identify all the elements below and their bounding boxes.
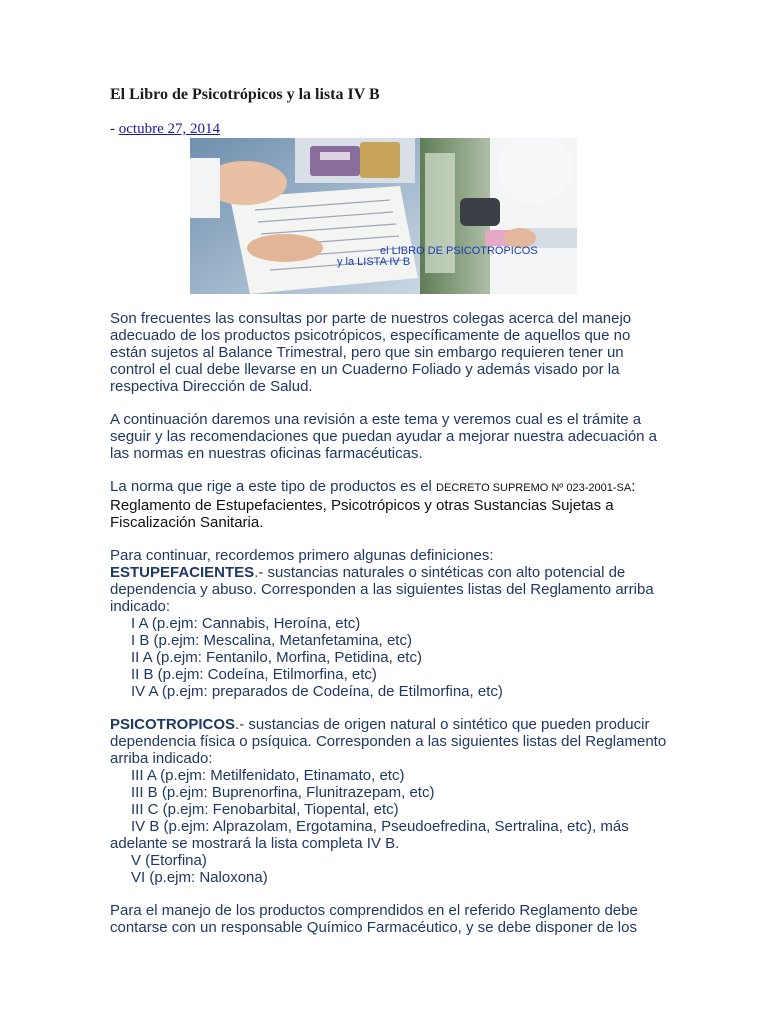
- estupefacientes-item: II B (p.ejm: Codeína, Etilmorfina, etc): [131, 666, 377, 683]
- hero-caption-line2-text: y la LISTA IV B: [337, 256, 411, 268]
- date-prefix: -: [110, 121, 119, 137]
- psicotropicos-block: [110, 716, 670, 886]
- dateline: [110, 121, 220, 138]
- psicotropicos-item: V (Etorfina): [131, 852, 207, 869]
- psicotropicos-item: III B (p.ejm: Buprenorfina, Flunitrazepam, etc): [131, 784, 435, 801]
- definitions-intro: Para continuar, recordemos primero algunas definiciones:: [110, 547, 494, 564]
- hero-illustration: [190, 138, 577, 294]
- date-link[interactable]: octubre 27, 2014: [118, 121, 220, 137]
- paragraph-management: Para el manejo de los productos comprendidos en el referido Reglamento debe contarse con un responsable Químico Farmacéutico, y se debe disponer de los: [110, 902, 638, 936]
- psicotropicos-item: III C (p.ejm: Fenobarbital, Tiopental, etc): [131, 801, 399, 818]
- definitions-block: [110, 547, 670, 700]
- estupefacientes-term: ESTUPEFACIENTES: [110, 564, 255, 581]
- regulation-name: Reglamento de Estupefacientes, Psicotrópicos y otras Sustancias Sujetas a Fiscalización Sanitaria.: [110, 497, 614, 531]
- estupefacientes-item: I A (p.ejm: Cannabis, Heroína, etc): [131, 615, 361, 632]
- norm-lead: La norma que rige a este tipo de productos es el: [110, 478, 437, 495]
- article-title: El Libro de Psicotrópicos y la lista IV B: [110, 86, 380, 103]
- article-body: [110, 310, 670, 952]
- hero-caption-line1: el LIBRO DE PSICOTROPICOS: [380, 245, 538, 257]
- paragraph-review: A continuación daremos una revisión a este tema y veremos cual es el trámite a seguir y las recomendaciones que puedan ayudar a mejorar nuestra adecuación a las normas en nuestras oficinas farmacéuticas.: [110, 411, 658, 462]
- psicotropicos-item: VI (p.ejm: Naloxona): [131, 869, 268, 886]
- hero-caption-line2: [190, 257, 577, 268]
- estupefacientes-definition: .- sustancias naturales o sintéticas con alto potencial de dependencia y abuso. Corresponden a las siguientes listas del Reglamento arriba indicado:: [110, 564, 654, 615]
- psicotropicos-definition: .- sustancias de origen natural o sintético que pueden producir dependencia física o psíquica. Corresponden a las siguientes listas del Reglamento arriba indicado:: [110, 716, 667, 767]
- paragraph-norm: [110, 478, 670, 531]
- hero-caption: [190, 246, 577, 268]
- decree-colon: :: [631, 478, 636, 495]
- psicotropicos-item-ivb: IV B (p.ejm: Alprazolam, Ergotamina, Pseudoefredina, Sertralina, etc),: [131, 818, 597, 835]
- decree-ref: DECRETO SUPREMO Nº 023-2001-SA: [436, 482, 632, 494]
- estupefacientes-item: I B (p.ejm: Mescalina, Metanfetamina, etc): [131, 632, 412, 649]
- estupefacientes-item: IV A (p.ejm: preparados de Codeína, de Etilmorfina, etc): [131, 683, 503, 700]
- hero-image: [190, 138, 577, 294]
- estupefacientes-item: II A (p.ejm: Fentanilo, Morfina, Petidina, etc): [131, 649, 422, 666]
- psicotropicos-item: III A (p.ejm: Metilfenidato, Etinamato, etc): [131, 767, 405, 784]
- psicotropicos-item: [110, 818, 629, 852]
- psicotropicos-term: PSICOTROPICOS: [110, 716, 236, 733]
- paragraph-intro: Son frecuentes las consultas por parte de nuestros colegas acerca del manejo adecuado de los productos psicotrópicos, específicamente de aquellos que no están sujetos al Balance Trimestral, pero que sin embargo requieren tener un control el cual debe llevarse en un Cuaderno Foliado y además visado por la respectiva Dirección de Salud.: [110, 310, 632, 395]
- psicotropicos-ivb-continuation: más adelante se mostrará la lista completa IV B.: [110, 818, 629, 852]
